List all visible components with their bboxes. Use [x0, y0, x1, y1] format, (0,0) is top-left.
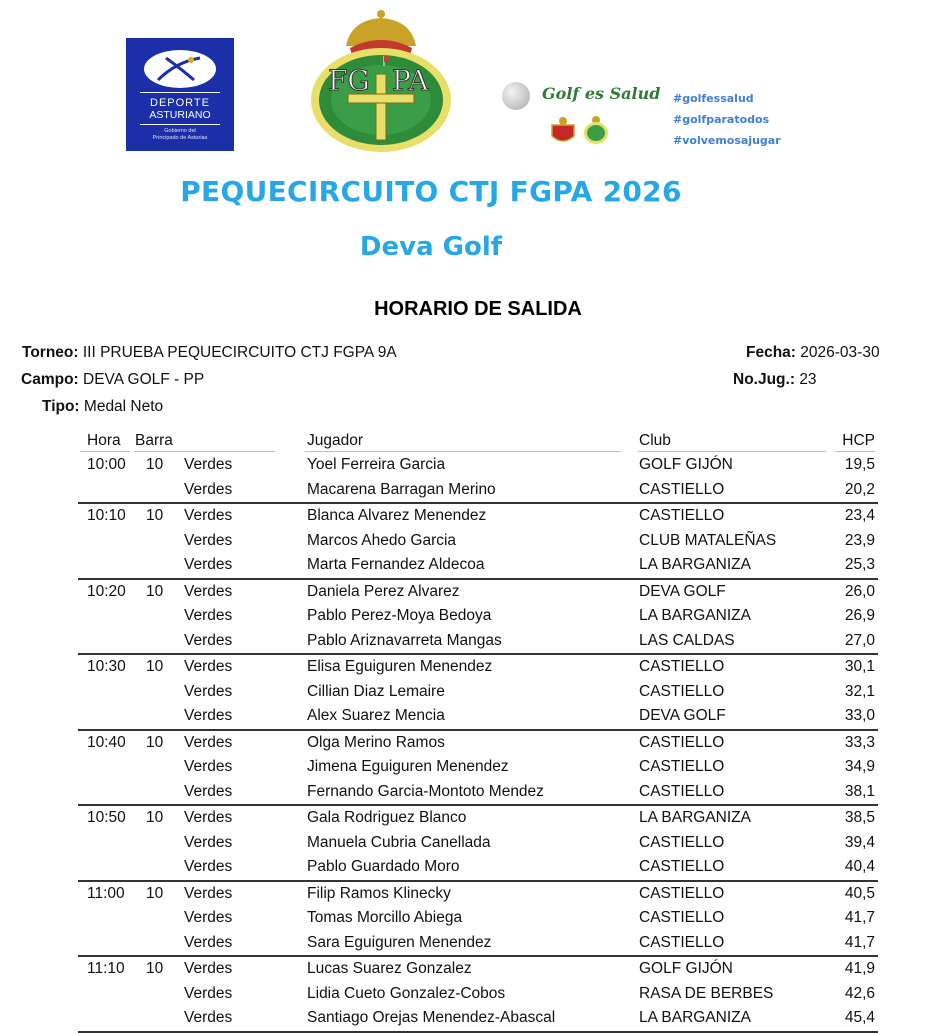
cell-jugador: Tomas Morcillo Abiega — [307, 909, 463, 926]
cell-hcp: 25,3 — [844, 556, 875, 573]
cell-jugador: Filip Ramos Klinecky — [307, 884, 451, 902]
cell-tee: Verdes — [184, 658, 233, 675]
cell-hora: 11:00 — [87, 884, 125, 902]
cell-club: LA BARGANIZA — [639, 809, 751, 826]
cell-tee: Verdes — [184, 631, 233, 649]
table-row — [78, 731, 878, 756]
tee-time-group — [78, 882, 878, 958]
cell-jugador: Elisa Eguiguren Menendez — [307, 658, 493, 675]
cell-jugador: Blanca Alvarez Menendez — [307, 507, 487, 524]
cell-club: CASTIELLO — [639, 909, 725, 926]
cell-hora: 10:20 — [87, 582, 126, 600]
cell-hora: 10:00 — [87, 456, 126, 473]
cell-tee: Verdes — [184, 456, 233, 473]
tee-times-table — [78, 430, 878, 1033]
cell-barra: 10 — [146, 733, 164, 751]
table-row — [78, 855, 878, 880]
cell-barra: 10 — [146, 960, 164, 977]
table-row — [78, 553, 878, 578]
hashtags — [673, 88, 781, 151]
campo-label: Campo: — [21, 371, 79, 388]
cell-hcp: 41,7 — [844, 909, 875, 926]
table-row — [78, 629, 878, 654]
cell-hcp: 32,1 — [844, 682, 875, 700]
cell-hcp: 40,5 — [844, 884, 875, 902]
runner-emblem-icon — [144, 50, 216, 88]
cell-hcp: 26,9 — [844, 607, 875, 624]
hashtag: #golfparatodos — [673, 113, 770, 126]
logo-text-gobierno: Gobierno del Principado de Asturias — [152, 128, 208, 141]
cell-jugador: Sara Eguiguren Menendez — [307, 933, 492, 951]
cell-tee: Verdes — [184, 1009, 233, 1026]
svg-text:PA: PA — [392, 64, 429, 97]
cell-barra: 10 — [146, 507, 164, 524]
cell-club: CASTIELLO — [639, 733, 725, 751]
table-header — [78, 430, 878, 453]
tee-time-group — [78, 504, 878, 580]
table-row — [78, 704, 878, 729]
cell-barra: 10 — [146, 456, 164, 473]
deporte-asturiano-logo — [126, 38, 234, 151]
cell-club: CASTIELLO — [639, 782, 725, 800]
torneo-label: Torneo: — [22, 344, 79, 361]
cell-jugador: Yoel Ferreira Garcia — [307, 456, 446, 473]
cell-hora: 11:10 — [87, 960, 125, 977]
cell-jugador: Macarena Barragan Merino — [307, 480, 496, 498]
cell-tee: Verdes — [184, 782, 233, 800]
table-row — [78, 931, 878, 956]
cell-tee: Verdes — [184, 960, 233, 977]
table-row — [78, 604, 878, 629]
cell-jugador: Marcos Ahedo Garcia — [307, 531, 457, 549]
cell-tee: Verdes — [184, 758, 233, 775]
torneo-field — [22, 344, 397, 362]
col-club: Club — [639, 432, 671, 449]
cell-tee: Verdes — [184, 858, 233, 875]
table-row — [78, 655, 878, 680]
tipo-value: Medal Neto — [83, 398, 164, 415]
cell-hora: 10:40 — [87, 733, 126, 751]
cell-barra: 10 — [146, 884, 164, 902]
torneo-value: III PRUEBA PEQUECIRCUITO CTJ FGPA 9A — [82, 344, 397, 361]
cell-club: CASTIELLO — [639, 833, 725, 851]
cell-jugador: Cillian Diaz Lemaire — [307, 682, 445, 700]
cell-jugador: Jimena Eguiguren Menendez — [307, 758, 509, 775]
cell-jugador: Lucas Suarez Gonzalez — [307, 960, 472, 977]
svg-text:FG: FG — [328, 64, 370, 97]
cell-jugador: Marta Fernandez Aldecoa — [307, 556, 485, 573]
tee-time-group — [78, 731, 878, 807]
cell-club: LA BARGANIZA — [639, 1009, 751, 1026]
cell-club: CLUB MATALEÑAS — [639, 531, 777, 549]
cell-hcp: 34,9 — [844, 758, 875, 775]
table-row — [78, 478, 878, 503]
cell-tee: Verdes — [184, 480, 233, 498]
cell-tee: Verdes — [184, 682, 233, 700]
cell-club: DEVA GOLF — [639, 707, 726, 724]
table-body — [78, 453, 878, 1033]
cell-tee: Verdes — [184, 582, 233, 600]
cell-jugador: Gala Rodriguez Blanco — [307, 809, 467, 826]
col-jugador: Jugador — [307, 432, 364, 449]
table-row — [78, 1006, 878, 1031]
logo-text-asturiano: ASTURIANO — [149, 109, 211, 121]
cell-tee: Verdes — [184, 531, 233, 549]
cell-jugador: Pablo Guardado Moro — [307, 858, 460, 875]
cell-club: CASTIELLO — [639, 884, 725, 902]
cell-hcp: 38,5 — [844, 809, 875, 826]
cell-jugador: Pablo Perez-Moya Bedoya — [307, 607, 492, 624]
cell-tee: Verdes — [184, 884, 233, 902]
cell-hcp: 41,7 — [844, 933, 875, 951]
cell-hcp: 33,3 — [844, 733, 875, 751]
table-row — [78, 755, 878, 780]
cell-tee: Verdes — [184, 933, 233, 951]
cell-hcp: 41,9 — [844, 960, 875, 977]
campo-field — [21, 371, 204, 389]
fecha-field — [746, 344, 880, 362]
cell-tee: Verdes — [184, 507, 233, 524]
cell-club: CASTIELLO — [639, 858, 725, 875]
cell-jugador: Lidia Cueto Gonzalez-Cobos — [307, 984, 506, 1002]
cell-club: CASTIELLO — [639, 507, 725, 524]
cell-jugador: Olga Merino Ramos — [307, 733, 445, 751]
cell-jugador: Santiago Orejas Menendez-Abascal — [307, 1009, 556, 1026]
table-row — [78, 453, 878, 478]
cell-hcp: 39,4 — [844, 833, 875, 851]
cell-club: CASTIELLO — [639, 933, 725, 951]
cell-club: CASTIELLO — [639, 480, 725, 498]
cell-hora: 10:30 — [87, 658, 126, 675]
cell-tee: Verdes — [184, 984, 233, 1002]
cell-club: GOLF GIJÓN — [639, 960, 733, 977]
table-row — [78, 529, 878, 554]
cell-barra: 10 — [146, 809, 164, 826]
cell-jugador: Fernando Garcia-Montoto Mendez — [307, 782, 544, 800]
hashtag: #golfessalud — [673, 92, 754, 105]
table-row — [78, 882, 878, 907]
cell-tee: Verdes — [184, 833, 233, 851]
col-hcp: HCP — [842, 432, 875, 449]
cell-tee: Verdes — [184, 607, 233, 624]
golf-es-salud-banner — [502, 82, 792, 152]
col-hora: Hora — [87, 432, 121, 449]
tee-time-group — [78, 806, 878, 882]
cell-club: CASTIELLO — [639, 758, 725, 775]
cell-barra: 10 — [146, 582, 164, 600]
cell-hcp: 23,9 — [844, 531, 875, 549]
tee-time-group — [78, 453, 878, 504]
cell-hcp: 26,0 — [844, 582, 875, 600]
cell-hora: 10:10 — [87, 507, 126, 524]
nojug-value: 23 — [799, 371, 817, 388]
cell-tee: Verdes — [184, 556, 233, 573]
cell-jugador: Pablo Ariznavarreta Mangas — [307, 631, 502, 649]
cell-tee: Verdes — [184, 909, 233, 926]
page-title: PEQUECIRCUITO CTJ FGPA 2026 — [180, 175, 682, 208]
table-row — [78, 957, 878, 982]
hashtag: #volvemosajugar — [673, 134, 781, 147]
page-subtitle: Deva Golf — [359, 232, 503, 262]
cell-hora: 10:50 — [87, 809, 126, 826]
cell-hcp: 33,0 — [844, 707, 875, 724]
cell-tee: Verdes — [184, 733, 233, 751]
cell-jugador: Daniela Perez Alvarez — [307, 582, 460, 600]
cell-tee: Verdes — [184, 809, 233, 826]
section-title: HORARIO DE SALIDA — [374, 298, 582, 320]
fecha-value: 2026-03-30 — [800, 344, 880, 361]
cell-barra: 10 — [146, 658, 164, 675]
cell-club: LAS CALDAS — [639, 631, 735, 649]
cell-club: RASA DE BERBES — [639, 984, 774, 1002]
cell-hcp: 19,5 — [844, 456, 875, 473]
table-row — [78, 906, 878, 931]
table-row — [78, 680, 878, 705]
cell-hcp: 30,1 — [844, 658, 875, 675]
table-row — [78, 806, 878, 831]
cell-club: LA BARGANIZA — [639, 556, 751, 573]
logo-text-deporte: DEPORTE — [150, 97, 210, 109]
tee-time-group — [78, 957, 878, 1033]
golf-ball-icon — [502, 82, 530, 110]
tipo-label: Tipo: — [42, 398, 80, 415]
cell-hcp: 23,4 — [844, 507, 875, 524]
table-row — [78, 831, 878, 856]
cell-hcp: 27,0 — [844, 631, 875, 649]
table-row — [78, 580, 878, 605]
cell-hcp: 20,2 — [844, 480, 875, 498]
shield-green-icon — [582, 115, 610, 145]
cell-jugador: Alex Suarez Mencia — [307, 707, 445, 724]
cell-club: DEVA GOLF — [639, 582, 726, 600]
golf-es-salud-text: Golf es Salud — [542, 84, 661, 103]
table-row — [78, 504, 878, 529]
cell-jugador: Manuela Cubria Canellada — [307, 833, 491, 851]
cell-club: GOLF GIJÓN — [639, 456, 733, 473]
tee-time-group — [78, 655, 878, 731]
cell-club: LA BARGANIZA — [639, 607, 751, 624]
table-row — [78, 780, 878, 805]
table-row — [78, 982, 878, 1007]
tipo-field — [42, 398, 163, 416]
nojug-label: No.Jug.: — [733, 371, 795, 388]
cell-club: CASTIELLO — [639, 682, 725, 700]
cell-hcp: 42,6 — [844, 984, 875, 1002]
shield-red-icon — [549, 116, 577, 146]
cell-club: CASTIELLO — [639, 658, 725, 675]
col-barra: Barra — [135, 432, 173, 449]
campo-value: DEVA GOLF - PP — [83, 371, 205, 388]
cell-hcp: 45,4 — [844, 1009, 875, 1026]
fecha-label: Fecha: — [746, 344, 796, 361]
tee-time-group — [78, 580, 878, 656]
cell-hcp: 38,1 — [844, 782, 875, 800]
cell-hcp: 40,4 — [844, 858, 875, 875]
nojug-field — [733, 371, 817, 389]
cell-tee: Verdes — [184, 707, 233, 724]
fgpa-crest-logo — [306, 6, 456, 154]
